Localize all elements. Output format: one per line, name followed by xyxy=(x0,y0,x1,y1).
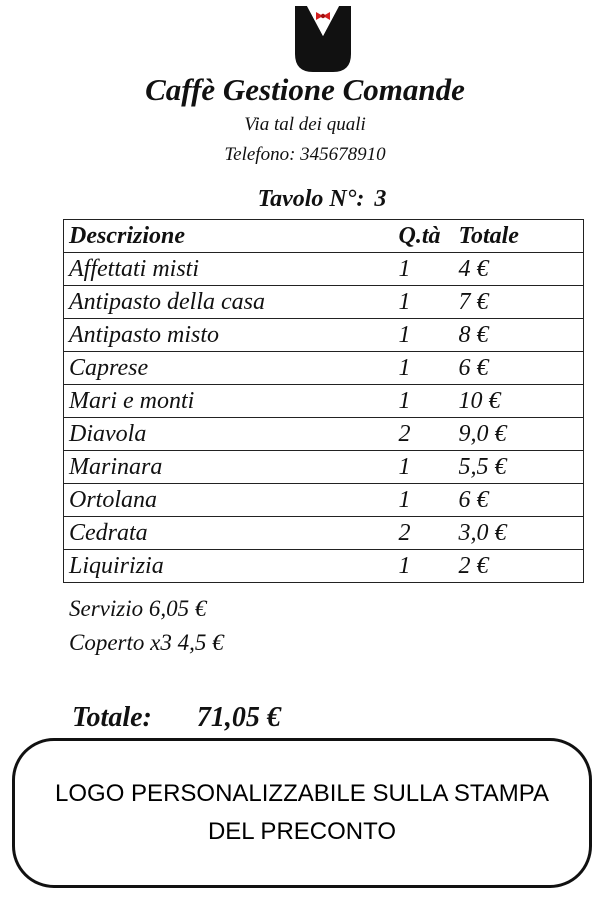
item-total: 9,0 € xyxy=(454,418,584,451)
item-qty: 1 xyxy=(394,484,454,517)
item-description: Diavola xyxy=(64,418,394,451)
item-qty: 2 xyxy=(394,517,454,550)
table-row xyxy=(64,418,584,451)
item-qty: 1 xyxy=(394,286,454,319)
item-description: Affettati misti xyxy=(64,253,394,286)
item-qty: 1 xyxy=(394,451,454,484)
item-total: 6 € xyxy=(454,352,584,385)
custom-logo-placeholder xyxy=(12,738,592,888)
table-row xyxy=(64,352,584,385)
item-description: Liquirizia xyxy=(64,550,394,583)
table-row xyxy=(64,385,584,418)
item-total: 2 € xyxy=(454,550,584,583)
item-total: 8 € xyxy=(454,319,584,352)
table-header-row xyxy=(64,220,584,253)
item-qty: 1 xyxy=(394,253,454,286)
item-description: Antipasto misto xyxy=(64,319,394,352)
business-name: Caffè Gestione Comande xyxy=(145,72,465,107)
business-address: Via tal dei quali xyxy=(244,114,366,135)
order-items-table xyxy=(63,219,584,583)
table-number-line xyxy=(0,186,610,213)
item-qty: 1 xyxy=(394,385,454,418)
business-phone: Telefono: 345678910 xyxy=(224,144,386,165)
logo-placeholder-line-1: LOGO PERSONALIZZABILE SULLA STAMPA xyxy=(55,780,549,807)
item-total: 6 € xyxy=(454,484,584,517)
item-description: Mari e monti xyxy=(64,385,394,418)
item-description: Antipasto della casa xyxy=(64,286,394,319)
table-row xyxy=(64,550,584,583)
table-row xyxy=(64,484,584,517)
grand-total-value: 71,05 € xyxy=(196,702,281,733)
column-header-description: Descrizione xyxy=(64,220,394,253)
item-description: Marinara xyxy=(64,451,394,484)
table-row xyxy=(64,253,584,286)
item-qty: 1 xyxy=(394,352,454,385)
table-label: Tavolo N°: xyxy=(257,186,365,212)
grand-total xyxy=(72,702,281,734)
item-total: 10 € xyxy=(454,385,584,418)
column-header-qty: Q.tà xyxy=(394,220,454,253)
cover-charge: Coperto x3 4,5 € xyxy=(69,630,224,655)
service-charge: Servizio 6,05 € xyxy=(69,596,207,621)
waiter-tuxedo-icon xyxy=(293,6,353,72)
table-row xyxy=(64,451,584,484)
item-qty: 2 xyxy=(394,418,454,451)
item-total: 3,0 € xyxy=(454,517,584,550)
grand-total-label: Totale: xyxy=(72,702,152,733)
table-row xyxy=(64,517,584,550)
item-qty: 1 xyxy=(394,319,454,352)
item-description: Caprese xyxy=(64,352,394,385)
column-header-total: Totale xyxy=(454,220,584,253)
logo-placeholder-line-2: DEL PRECONTO xyxy=(207,818,397,845)
table-row xyxy=(64,319,584,352)
table-number: 3 xyxy=(374,186,387,212)
item-total: 7 € xyxy=(454,286,584,319)
item-qty: 1 xyxy=(394,550,454,583)
table-row xyxy=(64,286,584,319)
item-description: Cedrata xyxy=(64,517,394,550)
item-description: Ortolana xyxy=(64,484,394,517)
item-total: 5,5 € xyxy=(454,451,584,484)
item-total: 4 € xyxy=(454,253,584,286)
